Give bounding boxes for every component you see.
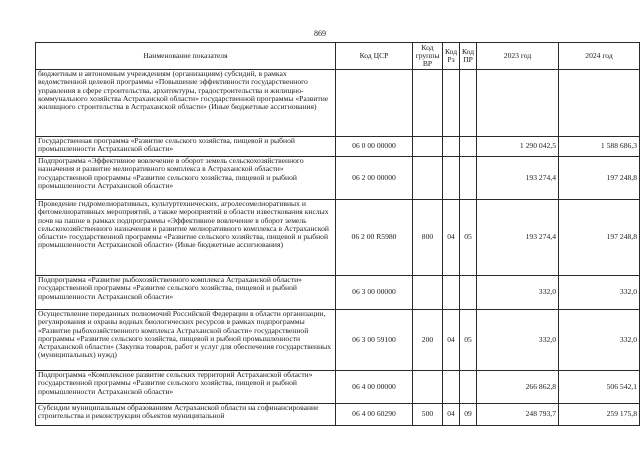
row-vr [413, 137, 443, 157]
row-2023: 266 862,8 [477, 371, 559, 404]
row-csr: 06 2 00 R5980 [336, 200, 413, 276]
row-csr: 06 0 00 00000 [336, 137, 413, 157]
row-2024: 259 175,8 [559, 404, 640, 426]
header-rz: Код Рз [443, 43, 460, 70]
row-vr: 200 [413, 310, 443, 371]
row-2023: 193 274,4 [477, 200, 559, 276]
header-name: Наименование показателя [36, 43, 336, 70]
row-name: Субсидии муниципальным образованиям Астраханской области на софинансирование строительства и реконструкции объектов муниципальной [36, 404, 336, 426]
table-row [36, 404, 640, 426]
table-header-row [36, 43, 640, 70]
row-name: Государственная программа «Развитие сельского хозяйства, пищевой и рыбной промышленности Астраханской области» [36, 137, 336, 157]
row-pr [460, 137, 477, 157]
header-2023: 2023 год [477, 43, 559, 70]
row-pr: 09 [460, 404, 477, 426]
table-row [36, 137, 640, 157]
row-csr: 06 3 00 59100 [336, 310, 413, 371]
row-2024: 197 248,8 [559, 200, 640, 276]
row-2024: 506 542,1 [559, 371, 640, 404]
row-csr: 06 4 00 00000 [336, 371, 413, 404]
row-2023: 332,0 [477, 310, 559, 371]
row-2023: 193 274,4 [477, 157, 559, 200]
row-rz: 04 [443, 404, 460, 426]
table-row [36, 70, 640, 137]
row-vr [413, 157, 443, 200]
table-row [36, 200, 640, 276]
row-pr [460, 70, 477, 137]
row-pr [460, 157, 477, 200]
row-rz [443, 137, 460, 157]
row-rz [443, 276, 460, 310]
row-pr [460, 371, 477, 404]
row-csr [336, 70, 413, 137]
row-pr: 05 [460, 200, 477, 276]
row-2024: 332,0 [559, 276, 640, 310]
row-rz [443, 70, 460, 137]
row-rz: 04 [443, 310, 460, 371]
row-2024: 1 588 686,3 [559, 137, 640, 157]
row-name: Подпрограмма «Эффективное вовлечение в оборот земель сельскохозяйственного назначения и развитие мелиоративного комплекса в Астраханской области» государственной программы «Развитие сельского хозяйства, пищевой и рыбной промышленности Астраханской области» [36, 157, 336, 200]
row-name: Осуществление переданных полномочий Российской Федерации в области организации, регулирования и охраны водных биологических ресурсов в рамках подпрограммы «Развитие рыбохозяйственного комплекса Астраханской области» государственной программы «Развитие сельского хозяйства, пищевой и рыбной промышленности Астраханской области» (Закупка товаров, работ и услуг для обеспечения государственных (муниципальных) нужд) [36, 310, 336, 371]
row-2023 [477, 70, 559, 137]
row-2023: 332,0 [477, 276, 559, 310]
row-2024 [559, 70, 640, 137]
row-name: бюджетным и автономным учреждениям (организациям) субсидий, в рамках ведомственной целевой программы «Повышение эффективности государственного управления в сфере строительства, архитектуры, градостроительства и жилищно-коммунального хозяйства Астраханской области» государственной программы «Развитие жилищного строительства в Астраханской области» (Иные бюджетные ассигнования) [36, 70, 336, 137]
row-pr: 05 [460, 310, 477, 371]
table-row [36, 157, 640, 200]
row-rz [443, 157, 460, 200]
header-pr: Код ПР [460, 43, 477, 70]
page-number: 869 [314, 29, 326, 38]
row-name: Подпрограмма «Комплексное развитие сельских территорий Астраханской области» государственной программы «Развитие сельского хозяйства, пищевой и рыбной промышленности Астраханской области» [36, 371, 336, 404]
table-row [36, 276, 640, 310]
row-2024: 197 248,8 [559, 157, 640, 200]
row-2023: 1 290 042,5 [477, 137, 559, 157]
row-csr: 06 2 00 00000 [336, 157, 413, 200]
row-vr [413, 276, 443, 310]
row-vr [413, 371, 443, 404]
row-2023: 248 793,7 [477, 404, 559, 426]
row-vr: 500 [413, 404, 443, 426]
row-vr: 800 [413, 200, 443, 276]
header-csr: Код ЦСР [336, 43, 413, 70]
row-rz: 04 [443, 200, 460, 276]
row-csr: 06 4 00 60290 [336, 404, 413, 426]
row-pr [460, 276, 477, 310]
row-name: Подпрограмма «Развитие рыбохозяйственного комплекса Астраханской области» государственной программы «Развитие сельского хозяйства, пищевой и рыбной промышленности Астраханской области» [36, 276, 336, 310]
header-2024: 2024 год [559, 43, 640, 70]
budget-table [35, 42, 640, 426]
table-row [36, 310, 640, 371]
row-rz [443, 371, 460, 404]
row-2024: 332,0 [559, 310, 640, 371]
row-name: Проведение гидромелиоративных, культуртехнических, агролесомелиоративных и фитомелиоративных мероприятий, а также мероприятий в области известкования кислых почв на пашне в рамках подпрограммы «Эффективное вовлечение в оборот земель сельскохозяйственного назначения и развитие мелиоративного комплекса в Астраханской области» государственной программы «Развитие сельского хозяйства, пищевой и рыбной промышленности Астраханской области» (Иные бюджетные ассигнования) [36, 200, 336, 276]
table-row [36, 371, 640, 404]
row-vr [413, 70, 443, 137]
header-vr: Код группы ВР [413, 43, 443, 70]
row-csr: 06 3 00 00000 [336, 276, 413, 310]
